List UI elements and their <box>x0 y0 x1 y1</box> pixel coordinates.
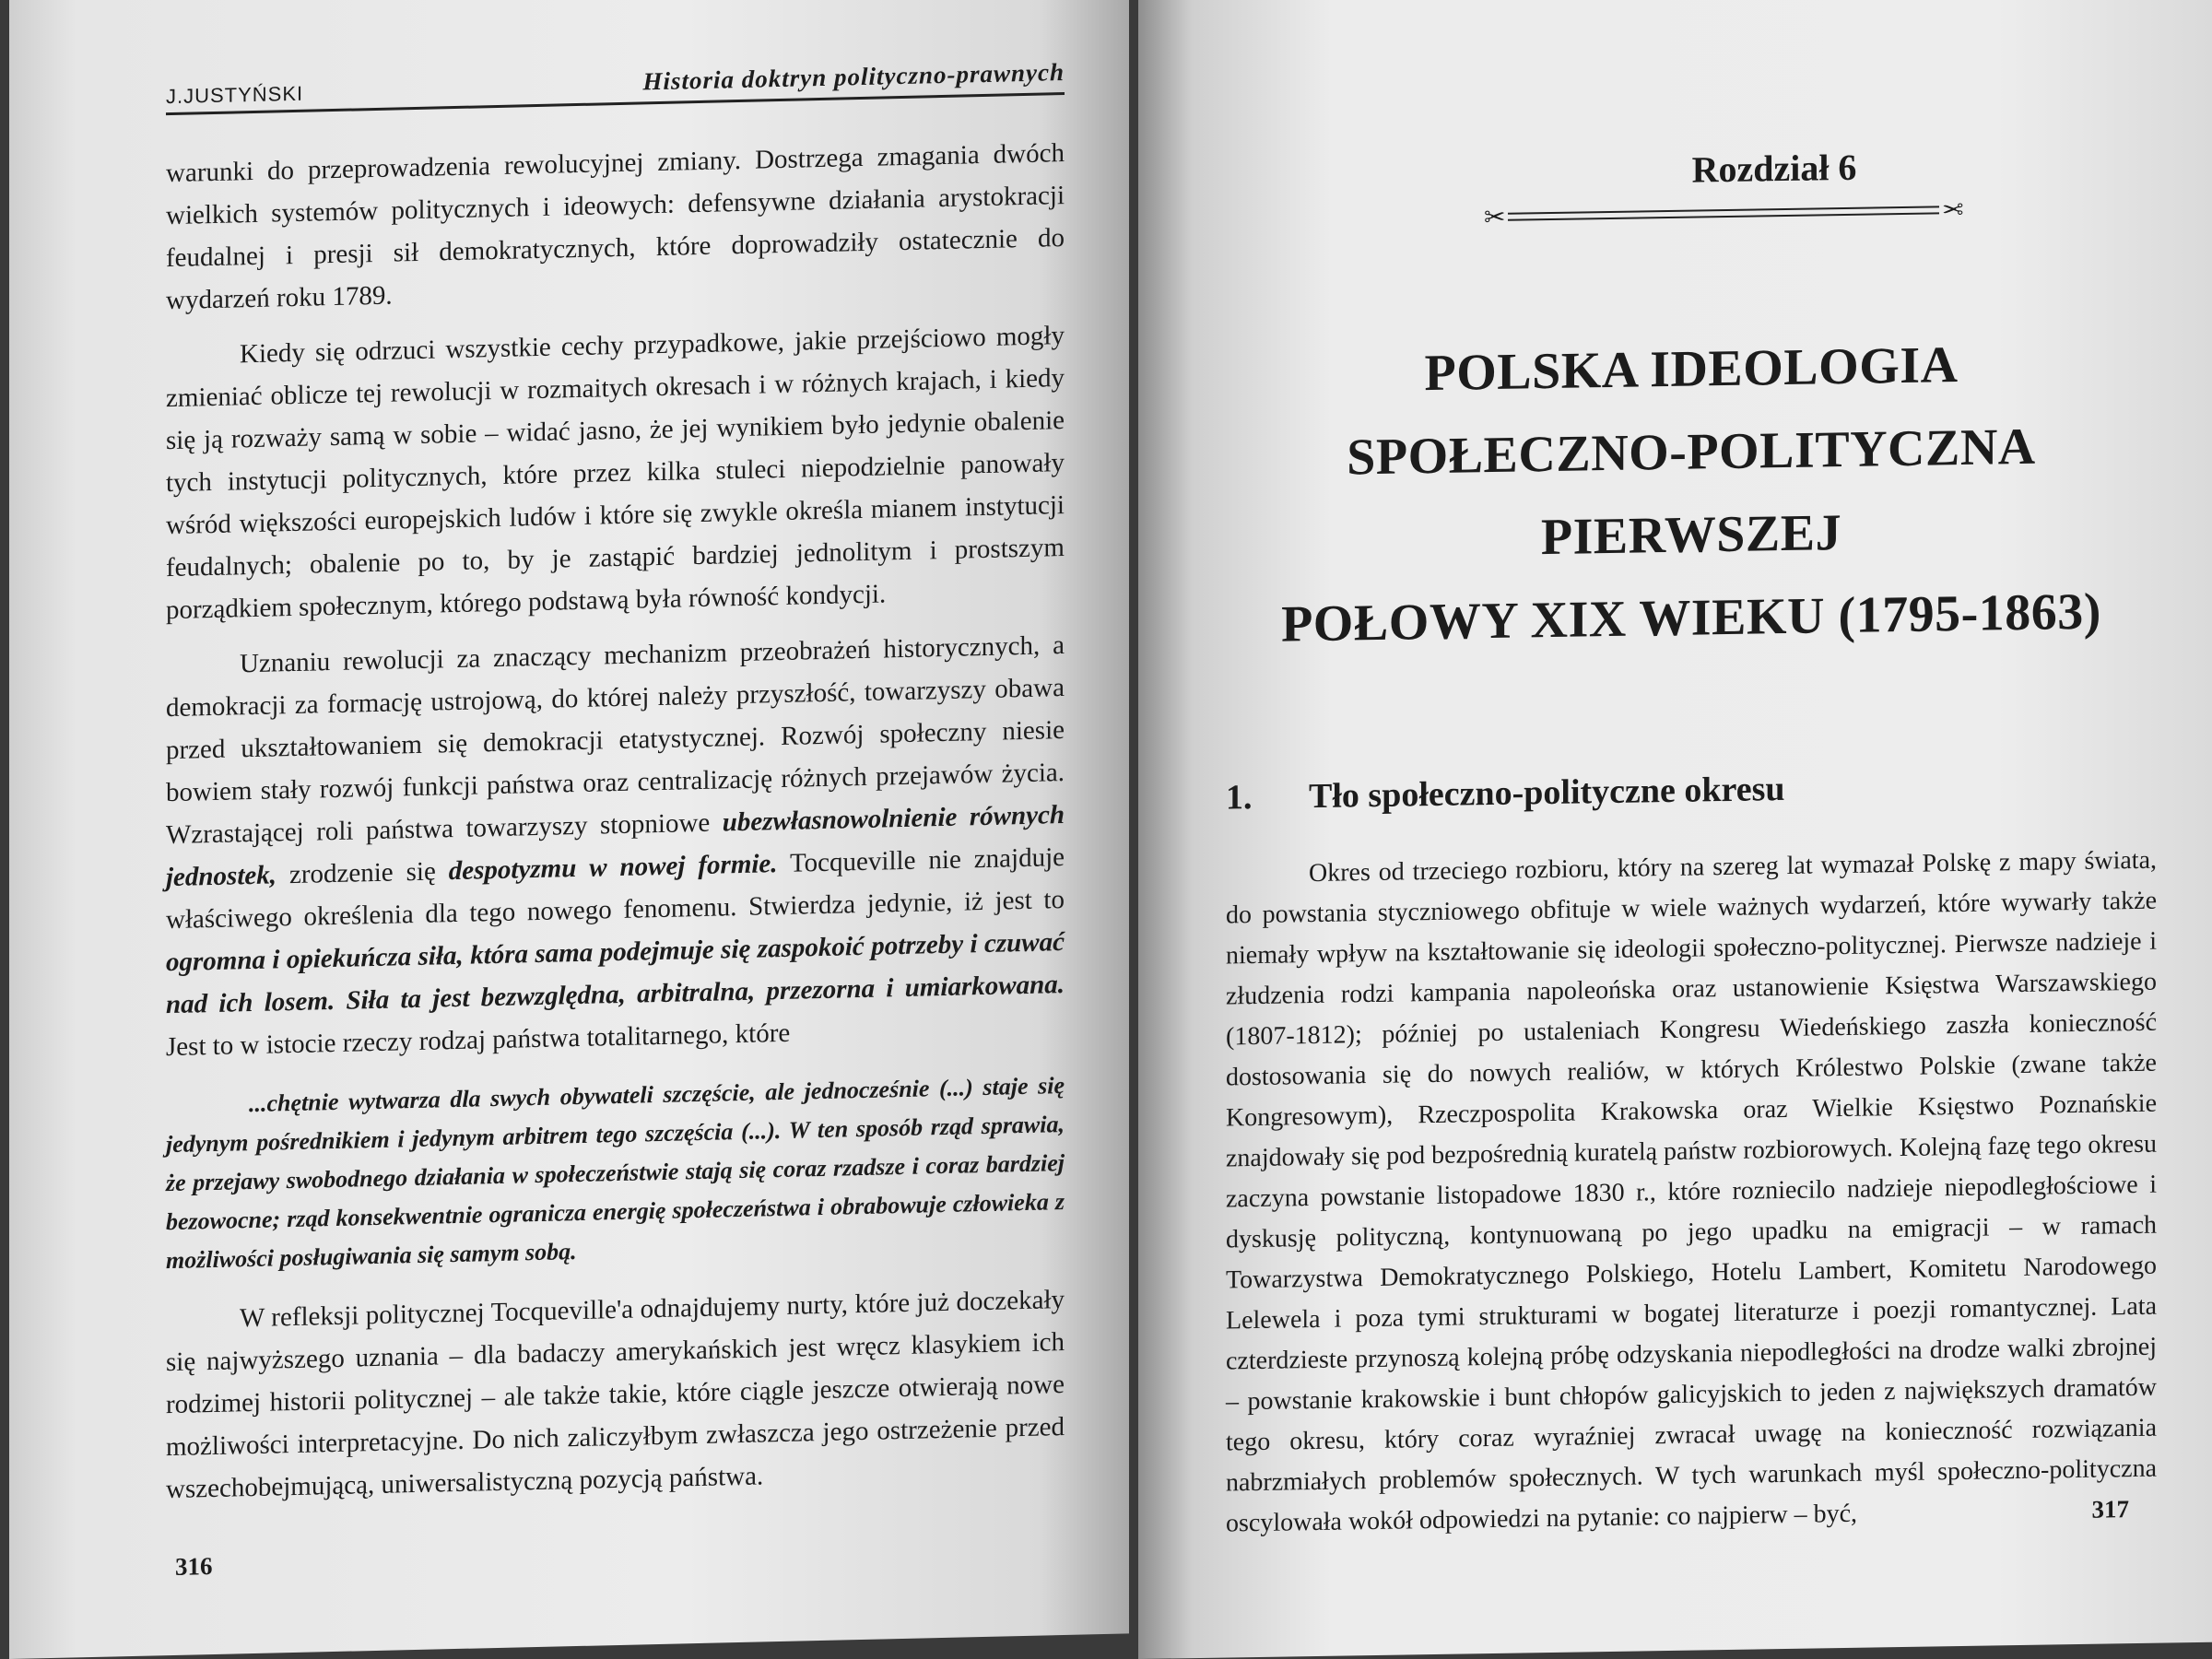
running-title: Historia doktryn polityczno-prawnych <box>642 58 1065 96</box>
text-run: zrodzenie się <box>288 856 436 890</box>
scissors-ornament-icon: ✂ <box>1941 195 1963 226</box>
left-body-text <box>166 132 1065 1511</box>
paragraph: Okres od trzeciego rozbioru, który na szereg lat wymazał Polskę z mapy świata, do powstania styczniowego obfituje w wiele ważnych wydarzeń, które wywarły także niemały wpływ na kształtowanie się ideologii społeczno-politycznej. Pierwsze nadzieje i złudzenia rodzi kampania napoleońska oraz ustanowienie Księstwa Warszawskiego (1807-1812); później po ustaleniach Kongresu Wiedeńskiego zaszła konieczność dostosowania się do nowych realiów, w których Królestwo Polskie (zwane także Kongresowym), Rzeczpospolita Krakowska oraz Wielkie Księstwo Poznańskie znajdowały się pod bezpośrednią kuratelą państw rozbiorowych. Kolejną fazę tego okresu zaczyna powstanie listopadowe 1830 r., które rozniecilo nadzieje niepodległościowe i dyskusję polityczną, kontynuowaną po jego upadku na emigracji – w ramach Towarzystwa Demokratycznego Polskiego, Hotelu Lambert, Komitetu Narodowego Lelewela i poza tymi strukturami w bogatej literaturze i poezji romantycznej. Lata czterdzieste przynoszą kolejną próbę odzyskania niepodległości na drodze walki zbrojnej – powstanie krakowskie i bunt chłopów galicyjskich to jeden z największych dramatów tego okresu, który coraz wyraźniej zwracał uwagę na konieczność rozwiązania nabrzmiałych problemów społecznych. W tych warunkach myśl społeczno-polityczna oscylowała wokół odpowiedzi na pytanie: co najpierw – być, <box>1226 845 2157 1538</box>
left-page <box>9 0 1129 1659</box>
emphasis: ubezwłasnowolnienie równych jednostek, <box>166 800 1065 893</box>
chapter-title <box>1226 321 2157 667</box>
section-title: Tło społeczno-polityczne okresu <box>1309 769 1785 817</box>
emphasis: despotyzmu w nowej formie. <box>448 849 778 887</box>
chapter-rule <box>1484 195 1963 233</box>
section-heading <box>1226 763 2157 818</box>
quote-text: ...chętnie wytwarza dla swych obywateli szczęście, ale jednocześnie (...) staje się jedynym pośrednikiem i jedynym arbitrem tego szczęścia (...). W ten sposób rząd sprawia, że przejawy swobodnego działania w społeczeństwie stają się coraz rzadsze i coraz bardziej bezowocne; rząd konsekwentnie ogranicza energię społeczeństwa i obrabowuje człowieka z możliwości posługiwania się samym sobą. <box>166 1072 1065 1275</box>
chapter-label: Rozdział 6 <box>1691 146 1857 191</box>
chapter-title-line: POŁOWY XIX WIEKU (1795-1863) <box>1281 582 2101 653</box>
chapter-title-line: SPOŁECZNO-POLITYCZNA PIERWSZEJ <box>1347 418 2036 567</box>
block-quote <box>166 1066 1065 1280</box>
text-run: Jest to w istocie rzeczy rodzaj państwa totalitarnego, które <box>166 1018 791 1063</box>
running-head <box>166 41 1065 115</box>
text-run: Uznaniu rewolucji za znaczący mechanizm przeobrażeń historycznych, a demokracji za formację ustrojową, do której należy przyszłość, towarzyszy obawa przed ukształtowaniem się demokracji etatystycznej. Rozwój społeczny niesie bowiem stały rozwój funkcji państwa oraz centralizację różnych przejawów życia. Wzrastającej roli państwa towarzyszy stopniowe <box>166 630 1065 851</box>
paragraph: W refleksji politycznej Tocqueville'a odnajdujemy nurty, które już doczekały się najwyższego uznania – dla badaczy amerykańskich jest wręcz klasykiem ich rodzimej historii politycznej – ale także takie, które ciągle jeszcze otwierają nowe możliwości interpretacyjne. Do nich zaliczyłbym zwłaszcza jego ostrzeżenie przed wszechobejmującą, uniwersalistyczną pozycją państwa. <box>166 1285 1065 1505</box>
section-number: 1. <box>1226 778 1253 818</box>
page-number: 316 <box>175 1551 213 1581</box>
paragraph: Kiedy się odrzuci wszystkie cechy przypadkowe, jakie przejściowo mogły zmieniać oblicze tej rewolucji w rozmaitych okresach i w różnych krajach, i kiedy się ją rozważy samą w sobie – widać jasno, że jej wynikiem było jedynie obalenie tych instytucji politycznych, które przez kilka stuleci niepodzielnie panowały wśród większości europejskich ludów i które się zwykle określa mianem instytucji feudalnych; obalenie po to, by je zastąpić bardziej jednolitym i prostszym porządkiem społecznym, którego podstawą była równość kondycji. <box>166 321 1065 626</box>
right-body-text <box>1226 841 2157 1545</box>
text-run: Tocqueville nie znajduje właściwego określenia dla tego nowego fenomenu. Stwierdza jedynie, iż jest to <box>166 842 1065 935</box>
running-author: J.JUSTYŃSKI <box>166 81 304 109</box>
paragraph: warunki do przeprowadzenia rewolucyjnej zmiany. Dostrzega zmagania dwóch wielkich systemów politycznych i ideowych: defensywne działania arystokracji feudalnej i presji sił demokratycznych, które doprowadziły ostatecznie do wydarzeń roku 1789. <box>166 138 1065 316</box>
chapter-title-line: POLSKA IDEOLOGIA <box>1424 336 1959 403</box>
right-page <box>1138 0 2212 1659</box>
scissors-ornament-icon: ✂ <box>1484 203 1506 233</box>
paragraph <box>166 624 1065 1068</box>
page-number: 317 <box>2091 1495 2129 1524</box>
emphasis: ogromna i opiekuńcza siła, która sama podejmuje się zaspokoić potrzeby i czuwać nad ich losem. Siła ta jest bezwzględna, arbitralna, przezorna i umiarkowana. <box>166 927 1065 1020</box>
